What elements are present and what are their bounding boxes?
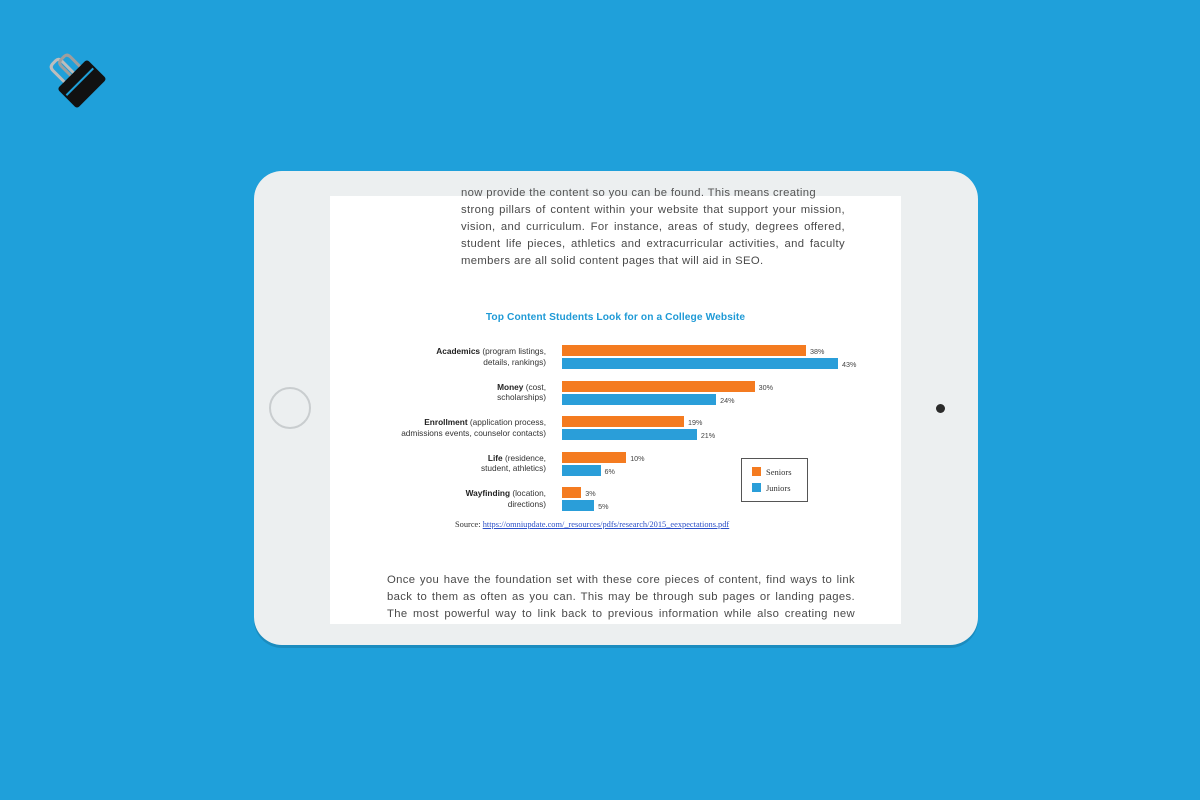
category-label xyxy=(326,417,546,438)
category-label-bold: Academics xyxy=(436,346,481,356)
chart-title: Top Content Students Look for on a College Website xyxy=(485,312,746,323)
legend-entry-seniors xyxy=(752,467,792,477)
bar-value-label: 38% xyxy=(809,347,825,356)
bar-value-label: 3% xyxy=(585,489,596,498)
category-label-detail: (application process, xyxy=(467,417,546,427)
article-paragraph-bottom xyxy=(387,572,855,623)
legend-swatch-seniors xyxy=(752,467,761,476)
category-label-line2: directions) xyxy=(507,498,546,509)
legend-label-seniors: Seniors xyxy=(766,467,792,477)
legend-swatch-juniors xyxy=(752,483,761,492)
category-label-detail: (cost, xyxy=(523,381,546,392)
category-label-detail: (residence, xyxy=(502,452,546,463)
article-paragraph-top xyxy=(461,185,845,270)
chart-source xyxy=(455,520,729,529)
paragraph-line: members are all solid content pages that will aid in SEO. xyxy=(461,255,764,267)
category-label-bold: Wayfinding xyxy=(465,488,511,498)
category-label-line2: student, athletics) xyxy=(480,463,546,473)
category-label xyxy=(326,346,546,367)
bar-juniors xyxy=(562,358,838,369)
category-label-line2: details, rankings) xyxy=(483,356,546,367)
category-label-line2: scholarships) xyxy=(497,392,546,402)
paragraph-line: back to them as often as you can. This may be through sub pages or landing pages. xyxy=(387,591,855,603)
home-button-icon[interactable] xyxy=(269,387,311,429)
category-label xyxy=(326,488,546,509)
category-label-bold: Enrollment xyxy=(424,417,468,427)
tablet-frame xyxy=(254,171,978,645)
bar-seniors xyxy=(562,345,806,356)
tablet-screen xyxy=(330,187,901,624)
bar-seniors xyxy=(562,487,581,498)
paragraph-line: student life pieces, athletics and extracurricular activities, and faculty xyxy=(461,238,845,250)
bar-seniors xyxy=(562,416,684,427)
bar-value-label: 30% xyxy=(758,382,773,392)
camera-icon xyxy=(936,404,945,413)
paragraph-cut-line: now provide the content so you can be found. This means creating xyxy=(461,187,817,199)
category-label-line2: admissions events, counselor contacts) xyxy=(401,427,546,438)
legend-label-juniors: Juniors xyxy=(766,483,791,493)
bar-value-label: 24% xyxy=(720,395,735,405)
bar-value-label: 21% xyxy=(700,431,716,440)
paragraph-line: vision, and curriculum. For instance, areas of study, degrees offered, xyxy=(461,221,845,233)
binder-clip-icon xyxy=(44,46,110,112)
bar-seniors xyxy=(562,381,755,392)
paragraph-line: Once you have the foundation set with these core pieces of content, find ways to link xyxy=(387,574,855,586)
category-label-detail: (program listings, xyxy=(480,346,546,356)
paragraph-line: strong pillars of content within your website that support your mission, xyxy=(461,204,845,216)
bar-juniors xyxy=(562,500,594,511)
bar-juniors xyxy=(562,429,697,440)
bar-juniors xyxy=(562,394,716,405)
bar-value-label: 6% xyxy=(604,466,615,476)
bar-value-label: 5% xyxy=(598,502,609,511)
bar-seniors xyxy=(562,452,626,463)
bar-juniors xyxy=(562,465,601,476)
category-label-bold: Life xyxy=(487,452,503,463)
chart-legend xyxy=(741,458,808,502)
source-label: Source: xyxy=(455,520,481,529)
category-label-detail: (location, xyxy=(510,488,546,498)
bar-value-label: 19% xyxy=(687,418,703,427)
bar-value-label: 10% xyxy=(630,453,645,463)
category-label xyxy=(326,382,546,403)
paragraph-line: The most powerful way to link back to previous information while also creating new xyxy=(387,608,855,620)
category-label xyxy=(326,453,546,474)
legend-entry-juniors xyxy=(752,483,791,493)
bar-value-label: 43% xyxy=(842,360,857,369)
category-label-bold: Money xyxy=(497,381,524,392)
source-link[interactable]: https://omniupdate.com/_resources/pdfs/research/2015_eexpectations.pdf xyxy=(482,520,730,529)
